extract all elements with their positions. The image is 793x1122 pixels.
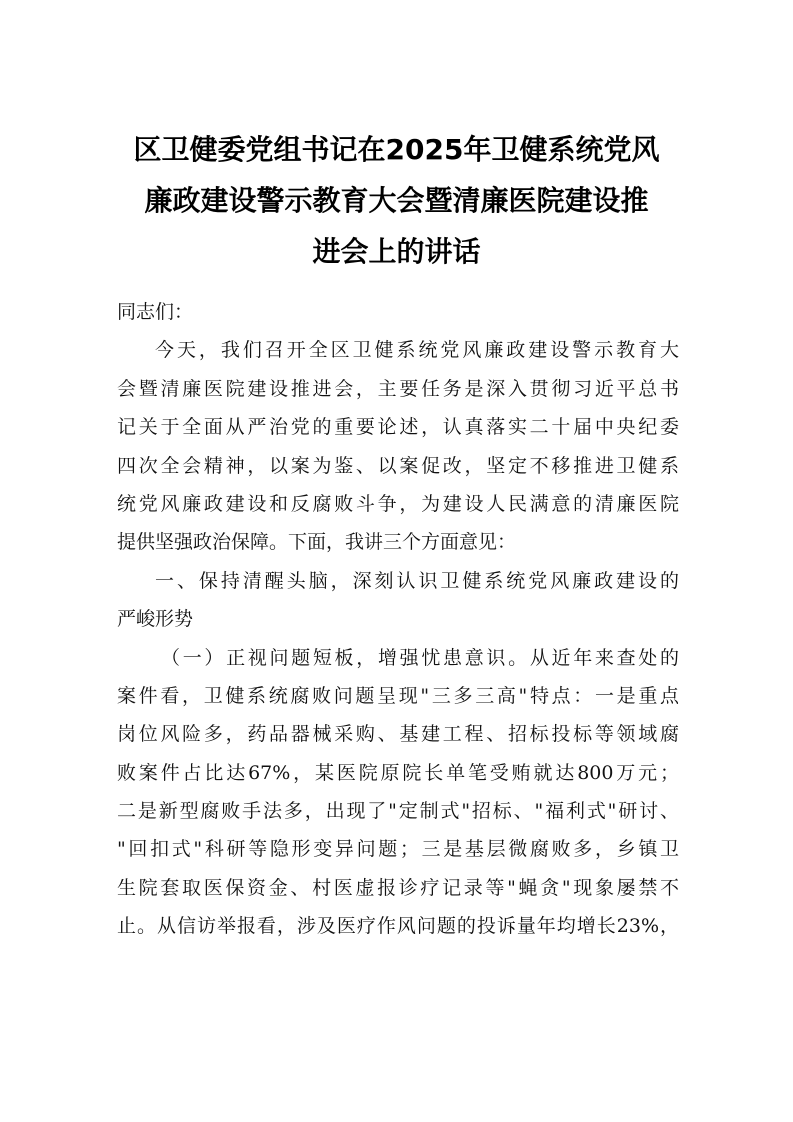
paragraph-line: 提供坚强政治保障。下面，我讲三个方面意见： bbox=[117, 531, 517, 554]
paragraph-line: 生院套取医保资金、村医虚报诊疗记录等"蝇贪"现象屡禁不 bbox=[117, 876, 679, 899]
paragraph-line: 四次全会精神，以案为鉴、以案促改，坚定不移推进卫健系 bbox=[117, 454, 679, 477]
paragraph-line: 案件看，卫健系统腐败问题呈现"三多三高"特点：一是重点 bbox=[117, 684, 679, 707]
section-heading-line: 严峻形势 bbox=[117, 608, 194, 631]
paragraph-line: 止。从信访举报看，涉及医疗作风问题的投诉量年均增长23%， bbox=[117, 915, 679, 938]
paragraph-line: 统党风廉政建设和反腐败斗争，为建设人民满意的清廉医院 bbox=[117, 492, 679, 515]
document-body bbox=[117, 293, 679, 946]
paragraph-line: 岗位风险多，药品器械采购、基建工程、招标投标等领域腐 bbox=[117, 723, 679, 746]
title-line: 区卫健委党组书记在2025年卫健系统党风 bbox=[133, 133, 660, 166]
section-heading-line: 一、保持清醒头脑，深刻认识卫健系统党风廉政建设的 bbox=[155, 569, 679, 592]
paragraph-line: 二是新型腐败手法多，出现了"定制式"招标、"福利式"研讨、 bbox=[117, 800, 679, 823]
paragraph-line: （一）正视问题短板，增强忧患意识。从近年来查处的 bbox=[161, 646, 679, 669]
title-line: 廉政建设警示教育大会暨清廉医院建设推 bbox=[144, 184, 649, 217]
document-title bbox=[100, 124, 693, 277]
paragraph-line: 记关于全面从严治党的重要论述，认真落实二十届中央纪委 bbox=[117, 416, 679, 439]
paragraph-line: 败案件占比达67%，某医院原院长单笔受贿就达800万元； bbox=[117, 761, 679, 784]
paragraph-line: 今天，我们召开全区卫健系统党风廉政建设警示教育大 bbox=[155, 339, 679, 362]
paragraph-line: 会暨清廉医院建设推进会，主要任务是深入贯彻习近平总书 bbox=[117, 377, 679, 400]
paragraph-line: "回扣式"科研等隐形变异问题；三是基层微腐败多，乡镇卫 bbox=[117, 838, 679, 861]
salutation: 同志们： bbox=[117, 301, 194, 323]
title-line: 进会上的讲话 bbox=[312, 235, 481, 268]
